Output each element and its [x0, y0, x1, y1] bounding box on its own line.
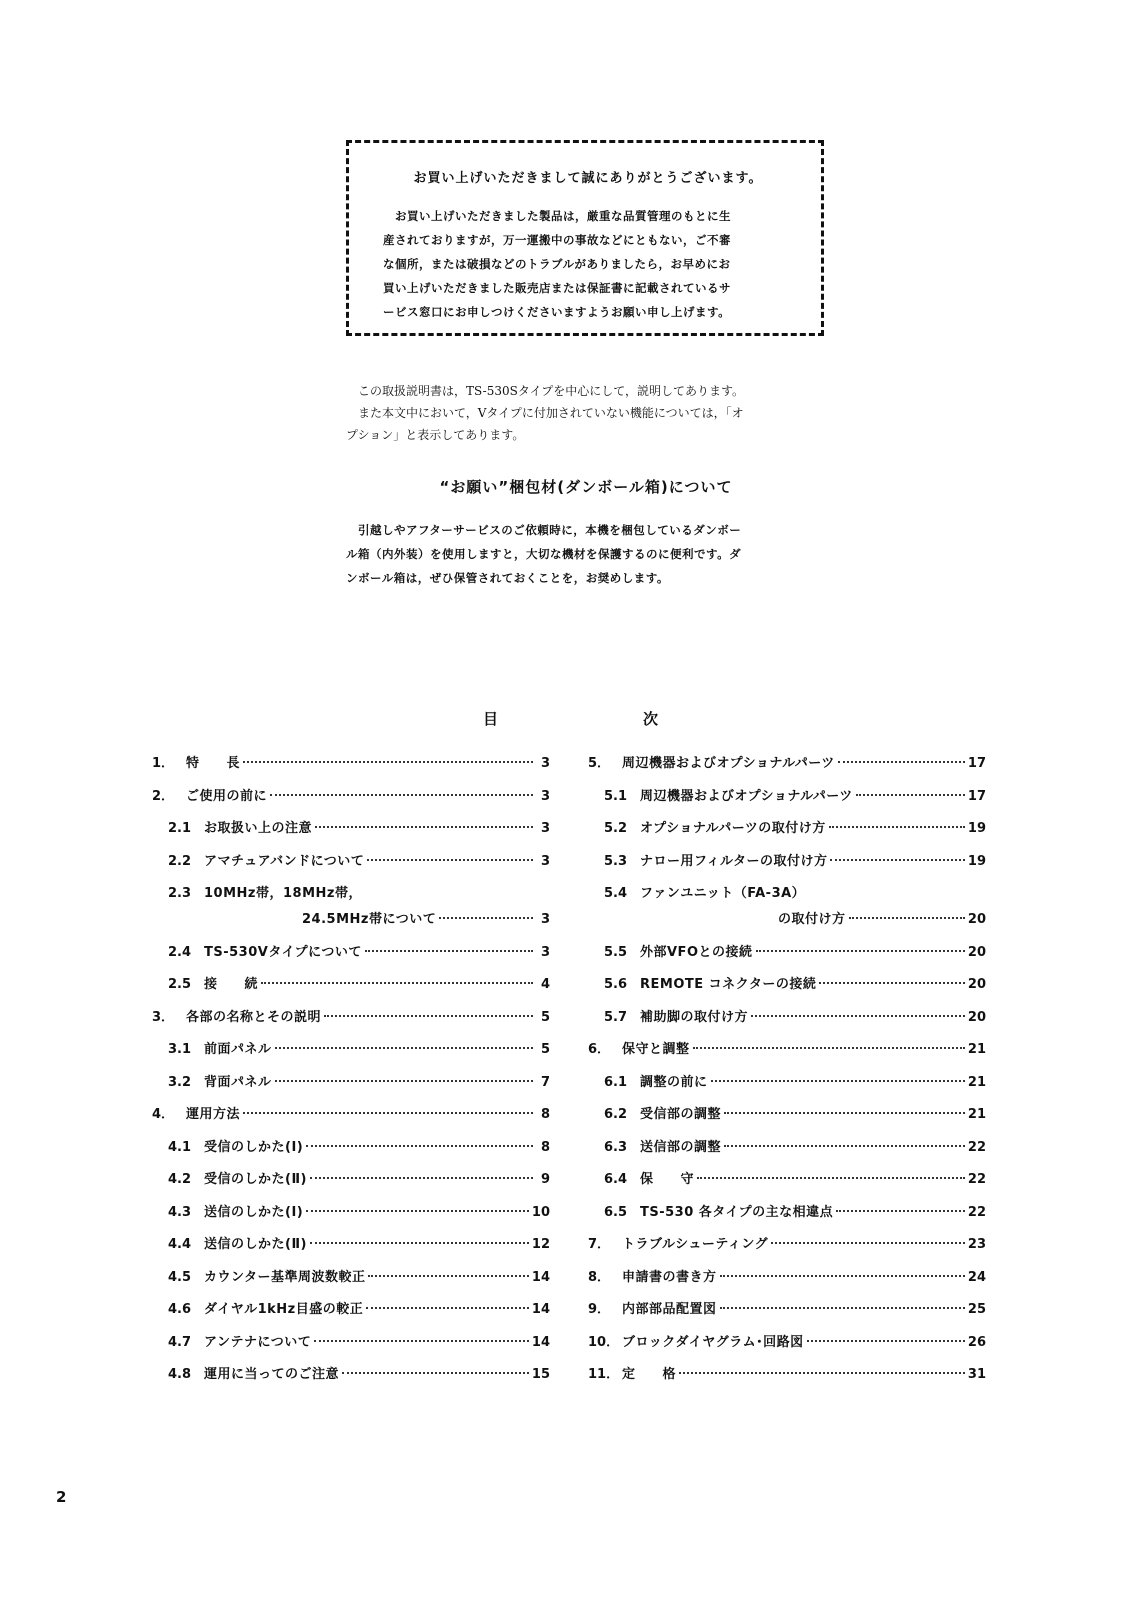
- notice-box: [346, 140, 824, 336]
- toc-entry-number: 3．: [152, 1009, 175, 1025]
- toc-entry[interactable]: [152, 1136, 550, 1169]
- toc-leader: [856, 794, 965, 796]
- toc-entry-page: 3: [540, 912, 550, 927]
- toc-leader: [693, 1047, 965, 1049]
- toc-leader: [807, 1340, 965, 1342]
- toc-entry-page: 3: [540, 853, 550, 869]
- toc-entry-number: 4.6: [168, 1302, 192, 1317]
- toc-entry[interactable]: [152, 1363, 550, 1396]
- toc-title-left: 目: [483, 710, 499, 728]
- toc-leader: [243, 761, 533, 763]
- toc-entry-label: 接 続: [204, 977, 259, 992]
- toc-leader: [275, 1047, 533, 1049]
- request-line: 引越しやアフターサービスのご依頼時に，本機を梱包しているダンボー: [358, 523, 742, 537]
- toc-entry-label: 周辺機器およびオプショナルパーツ: [622, 756, 835, 771]
- intro-paragraph: [346, 380, 846, 446]
- toc-entry[interactable]: [152, 1266, 550, 1299]
- toc-entry-label: TS-530Vタイプについて: [204, 944, 362, 960]
- toc-entry-number: 6.4: [604, 1172, 628, 1187]
- toc-entry[interactable]: [152, 1298, 550, 1331]
- toc-leader: [366, 1307, 529, 1309]
- toc-entry-label: アマチュアバンドについて: [204, 853, 365, 869]
- toc-entry-label: 定 格: [622, 1367, 677, 1382]
- toc-entry-label: ブロックダイヤグラム･回路図: [622, 1334, 804, 1350]
- toc-entry-label: 保守と調整: [622, 1042, 690, 1057]
- toc-entry-label: 背面パネル: [204, 1074, 272, 1090]
- toc-entry-label: 運用に当ってのご注意: [204, 1367, 340, 1382]
- toc-entry[interactable]: [152, 941, 550, 974]
- toc-entry-label: の取付け方: [778, 912, 846, 927]
- toc-entry-page: 19: [967, 853, 986, 869]
- toc-entry-page: 22: [967, 1172, 986, 1187]
- toc-leader: [720, 1307, 965, 1309]
- toc-entry-number: 8．: [588, 1269, 611, 1285]
- toc-entry-number: 7．: [588, 1237, 611, 1252]
- toc-entry-number: 10．: [588, 1334, 620, 1350]
- toc-leader: [697, 1177, 965, 1179]
- toc-entry-number: 4.3: [168, 1204, 192, 1220]
- intro-line: この取扱説明書は，TS-530Sタイプを中心にして，説明してあります。: [358, 384, 745, 398]
- toc-entry-number: 2.4: [168, 944, 192, 960]
- toc-entry-label: 特 長: [186, 756, 241, 771]
- toc-entry-label: 送信のしかた(Ⅱ): [204, 1237, 307, 1252]
- toc-entry-number: 9．: [588, 1302, 611, 1317]
- toc-entry-label: カウンター基準周波数較正: [204, 1269, 366, 1285]
- toc-entry-number: 6．: [588, 1042, 611, 1057]
- toc-entry-number: 4.2: [168, 1172, 192, 1187]
- toc-entry-number: 3.1: [168, 1042, 192, 1057]
- toc-entry[interactable]: [588, 850, 986, 883]
- toc-entry-page: 10: [531, 1204, 550, 1220]
- notice-body: [383, 204, 793, 324]
- toc-leader: [771, 1242, 965, 1244]
- toc-entry[interactable]: [588, 785, 986, 818]
- toc-entry-number: 4.8: [168, 1367, 192, 1382]
- toc-entry[interactable]: [588, 1038, 986, 1071]
- toc-entry-number: 4.5: [168, 1269, 192, 1285]
- toc-entry-page: 20: [967, 977, 986, 992]
- toc-entry-number: 2.5: [168, 977, 192, 992]
- toc-entry-number: 4.7: [168, 1334, 192, 1350]
- toc-entry-page: 8: [540, 1107, 550, 1122]
- toc-entry[interactable]: [588, 908, 986, 941]
- toc-entry[interactable]: [152, 1331, 550, 1364]
- notice-title: お買い上げいただきまして誠にありがとうございます。: [413, 171, 763, 186]
- toc-entry-label: 保 守: [640, 1172, 695, 1187]
- toc-entry[interactable]: [152, 1071, 550, 1104]
- toc-entry[interactable]: [588, 1363, 986, 1396]
- toc-entry-page: 23: [967, 1237, 986, 1252]
- notice-line: ービス窓口にお申しつけくださいますようお願い申し上げます。: [383, 305, 731, 319]
- toc-entry[interactable]: [588, 1071, 986, 1104]
- toc-entry[interactable]: [152, 1201, 550, 1234]
- toc-entry-number: 5.7: [604, 1009, 628, 1025]
- notice-line: お買い上げいただきました製品は，厳重な品質管理のもとに生: [395, 209, 731, 223]
- toc-entry[interactable]: [152, 1233, 550, 1266]
- toc-entry-page: 22: [967, 1139, 986, 1155]
- toc-left-column: [152, 752, 550, 1396]
- toc-entry-number: 4.1: [168, 1139, 192, 1155]
- notice-line: 産されておりますが，万一運搬中の事故などにともない，ご不審: [383, 233, 731, 247]
- toc-leader: [830, 859, 964, 861]
- toc-right-column: [588, 752, 986, 1396]
- toc-leader: [849, 917, 965, 919]
- toc-entry-label: 内部部品配置図: [622, 1302, 717, 1317]
- toc-leader: [243, 1112, 533, 1114]
- toc-entry-page: 3: [540, 821, 550, 836]
- toc-entry-label: オプショナルパーツの取付け方: [640, 821, 826, 836]
- toc-entry-number: 5.6: [604, 977, 628, 992]
- toc-entry-label: 申請書の書き方: [622, 1269, 717, 1285]
- toc-entry-label: 各部の名称とその説明: [186, 1009, 322, 1025]
- toc-leader: [439, 917, 533, 919]
- toc-leader: [306, 1145, 533, 1147]
- toc-entry-label: 運用方法: [186, 1107, 241, 1122]
- toc-entry-number: 6.1: [604, 1074, 628, 1090]
- toc-leader: [324, 1015, 533, 1017]
- toc-entry[interactable]: [152, 817, 550, 850]
- toc-leader: [314, 1340, 529, 1342]
- toc-leader: [367, 859, 533, 861]
- toc-entry[interactable]: [152, 908, 550, 941]
- toc-entry-page: 21: [967, 1074, 986, 1090]
- toc-entry-label: アンテナについて: [204, 1334, 312, 1350]
- toc-leader: [838, 761, 965, 763]
- toc-entry-label: ダイヤル1kHz目盛の較正: [204, 1302, 364, 1317]
- request-line: ル箱（内外装）を使用しますと，大切な機材を保護するのに便利です。ダ: [346, 547, 742, 561]
- toc-entry[interactable]: [588, 941, 986, 974]
- toc-entry-page: 9: [540, 1172, 550, 1187]
- toc-entry[interactable]: [152, 882, 550, 908]
- toc-entry-label: 外部VFOとの接続: [640, 944, 753, 960]
- intro-line: また本文中において，Vタイプに付加されていない機能については，「オ: [358, 406, 744, 420]
- toc-entry-page: 21: [967, 1042, 986, 1057]
- toc-leader: [819, 982, 965, 984]
- toc-entry-page: 3: [540, 944, 550, 960]
- toc-entry-number: 5.5: [604, 944, 628, 960]
- toc-entry-label: 受信のしかた(Ⅰ): [204, 1139, 304, 1155]
- toc-entry[interactable]: [152, 752, 550, 785]
- toc-leader: [724, 1112, 965, 1114]
- toc-entry-label: TS-530 各タイプの主な相違点: [640, 1204, 834, 1220]
- toc-entry[interactable]: [152, 1103, 550, 1136]
- toc-entry-number: 4.4: [168, 1237, 192, 1252]
- toc-entry-number: 2.3: [168, 886, 192, 901]
- intro-line: プション」と表示してあります。: [346, 428, 525, 442]
- toc-entry[interactable]: [588, 1298, 986, 1331]
- toc-leader: [679, 1372, 965, 1374]
- toc-leader: [315, 826, 533, 828]
- request-body: [346, 518, 836, 590]
- toc-entry-number: 6.3: [604, 1139, 628, 1155]
- toc-entry-page: 8: [540, 1139, 550, 1155]
- toc-entry-page: 14: [531, 1269, 550, 1285]
- toc-entry-page: 31: [967, 1367, 986, 1382]
- notice-line: 買い上げいただきました販売店または保証書に記載されているサ: [383, 281, 731, 295]
- toc-entry-label: 調整の前に: [640, 1074, 708, 1090]
- toc-entry-page: 12: [531, 1237, 550, 1252]
- toc-entry-label: 10MHz帯，18MHz帯，: [204, 886, 362, 901]
- toc-entry-label: 受信部の調整: [640, 1107, 722, 1122]
- toc-entry-page: 15: [531, 1367, 550, 1382]
- toc-entry-number: 2.1: [168, 821, 192, 836]
- toc-leader: [270, 794, 533, 796]
- toc-entry[interactable]: [152, 785, 550, 818]
- toc-entry-label: お取扱い上の注意: [204, 821, 313, 836]
- toc-entry-number: 5.1: [604, 788, 628, 804]
- toc-entry-page: 19: [967, 821, 986, 836]
- toc-entry[interactable]: [588, 1233, 986, 1266]
- toc-leader: [836, 1210, 965, 1212]
- toc-entry[interactable]: [588, 1331, 986, 1364]
- toc-entry[interactable]: [152, 973, 550, 1006]
- toc-leader: [720, 1275, 965, 1277]
- toc-entry-label: REMOTE コネクターの接続: [640, 977, 817, 992]
- toc-leader: [368, 1275, 528, 1277]
- request-heading: “お願い”梱包材(ダンボール箱)について: [439, 478, 733, 496]
- toc-entry[interactable]: [588, 882, 986, 908]
- toc-entry[interactable]: [588, 1136, 986, 1169]
- toc-entry-page: 4: [540, 977, 550, 992]
- toc-entry[interactable]: [588, 1201, 986, 1234]
- toc-entry-label: ファンユニット（FA-3A）: [640, 886, 806, 901]
- request-line: ンボール箱は，ぜひ保管されておくことを，お奨めします。: [346, 571, 669, 585]
- toc-entry-label: 周辺機器およびオプショナルパーツ: [640, 788, 853, 804]
- toc-leader: [310, 1177, 533, 1179]
- toc-entry[interactable]: [588, 1168, 986, 1201]
- toc-entry-number: 3.2: [168, 1074, 192, 1090]
- toc-entry-number: 4．: [152, 1107, 175, 1122]
- toc-entry-number: 5．: [588, 756, 611, 771]
- toc-leader: [756, 950, 965, 952]
- toc-entry-page: 25: [967, 1302, 986, 1317]
- toc-leader: [724, 1145, 965, 1147]
- toc-entry-label: トラブルシューティング: [622, 1237, 769, 1252]
- toc-entry-label: 補助脚の取付け方: [640, 1009, 749, 1025]
- toc-entry-number: 6.5: [604, 1204, 628, 1220]
- toc-entry[interactable]: [588, 973, 986, 1006]
- toc-leader: [306, 1210, 529, 1212]
- toc-entry-page: 7: [540, 1074, 550, 1090]
- toc-leader: [365, 950, 533, 952]
- toc-entry-page: 17: [967, 756, 986, 771]
- toc-entry-number: 6.2: [604, 1107, 628, 1122]
- toc-entry-page: 14: [531, 1302, 550, 1317]
- toc-leader: [310, 1242, 529, 1244]
- toc-entry-page: 3: [540, 788, 550, 804]
- toc-entry-page: 26: [967, 1334, 986, 1350]
- toc-entry-page: 5: [540, 1009, 550, 1025]
- toc-entry-page: 21: [967, 1107, 986, 1122]
- toc-entry-page: 20: [967, 1009, 986, 1025]
- toc-leader: [711, 1080, 965, 1082]
- toc-leader: [275, 1080, 533, 1082]
- toc-entry[interactable]: [152, 850, 550, 883]
- toc-entry[interactable]: [588, 752, 986, 785]
- toc-leader: [751, 1015, 965, 1017]
- toc-entry[interactable]: [588, 817, 986, 850]
- toc-entry-page: 17: [967, 788, 986, 804]
- toc-entry-number: 2.2: [168, 853, 192, 869]
- page-number: 2: [56, 1488, 67, 1506]
- toc-entry-page: 14: [531, 1334, 550, 1350]
- toc-entry[interactable]: [152, 1168, 550, 1201]
- toc-entry-label: 24.5MHz帯について: [302, 912, 437, 927]
- toc-entry-label: 受信のしかた(Ⅱ): [204, 1172, 307, 1187]
- toc-title-right: 次: [643, 710, 659, 728]
- toc-entry-label: ナロー用フィルターの取付け方: [640, 853, 828, 869]
- toc-entry-label: ご使用の前に: [186, 788, 268, 804]
- toc-entry[interactable]: [152, 1038, 550, 1071]
- toc-entry-number: 2．: [152, 788, 175, 804]
- toc-entry-number: 11．: [588, 1367, 620, 1382]
- toc-entry-label: 送信部の調整: [640, 1139, 722, 1155]
- toc-entry-label: 前面パネル: [204, 1042, 272, 1057]
- toc-entry-number: 1．: [152, 756, 175, 771]
- toc-entry-label: 送信のしかた(Ⅰ): [204, 1204, 304, 1220]
- toc-leader: [829, 826, 965, 828]
- toc-entry[interactable]: [588, 1006, 986, 1039]
- toc-entry-page: 20: [967, 944, 986, 960]
- toc-entry-number: 5.3: [604, 853, 628, 869]
- toc-entry[interactable]: [152, 1006, 550, 1039]
- toc-entry[interactable]: [588, 1266, 986, 1299]
- toc-entry-number: 5.2: [604, 821, 628, 836]
- toc-entry-page: 20: [967, 912, 986, 927]
- toc-leader: [261, 982, 533, 984]
- toc-leader: [342, 1372, 529, 1374]
- notice-line: な個所，または破損などのトラブルがありましたら，お早めにお: [383, 257, 731, 271]
- toc-entry[interactable]: [588, 1103, 986, 1136]
- toc-entry-number: 5.4: [604, 886, 628, 901]
- toc-entry-page: 3: [540, 756, 550, 771]
- toc-entry-page: 22: [967, 1204, 986, 1220]
- toc-entry-page: 24: [967, 1269, 986, 1285]
- toc-entry-page: 5: [540, 1042, 550, 1057]
